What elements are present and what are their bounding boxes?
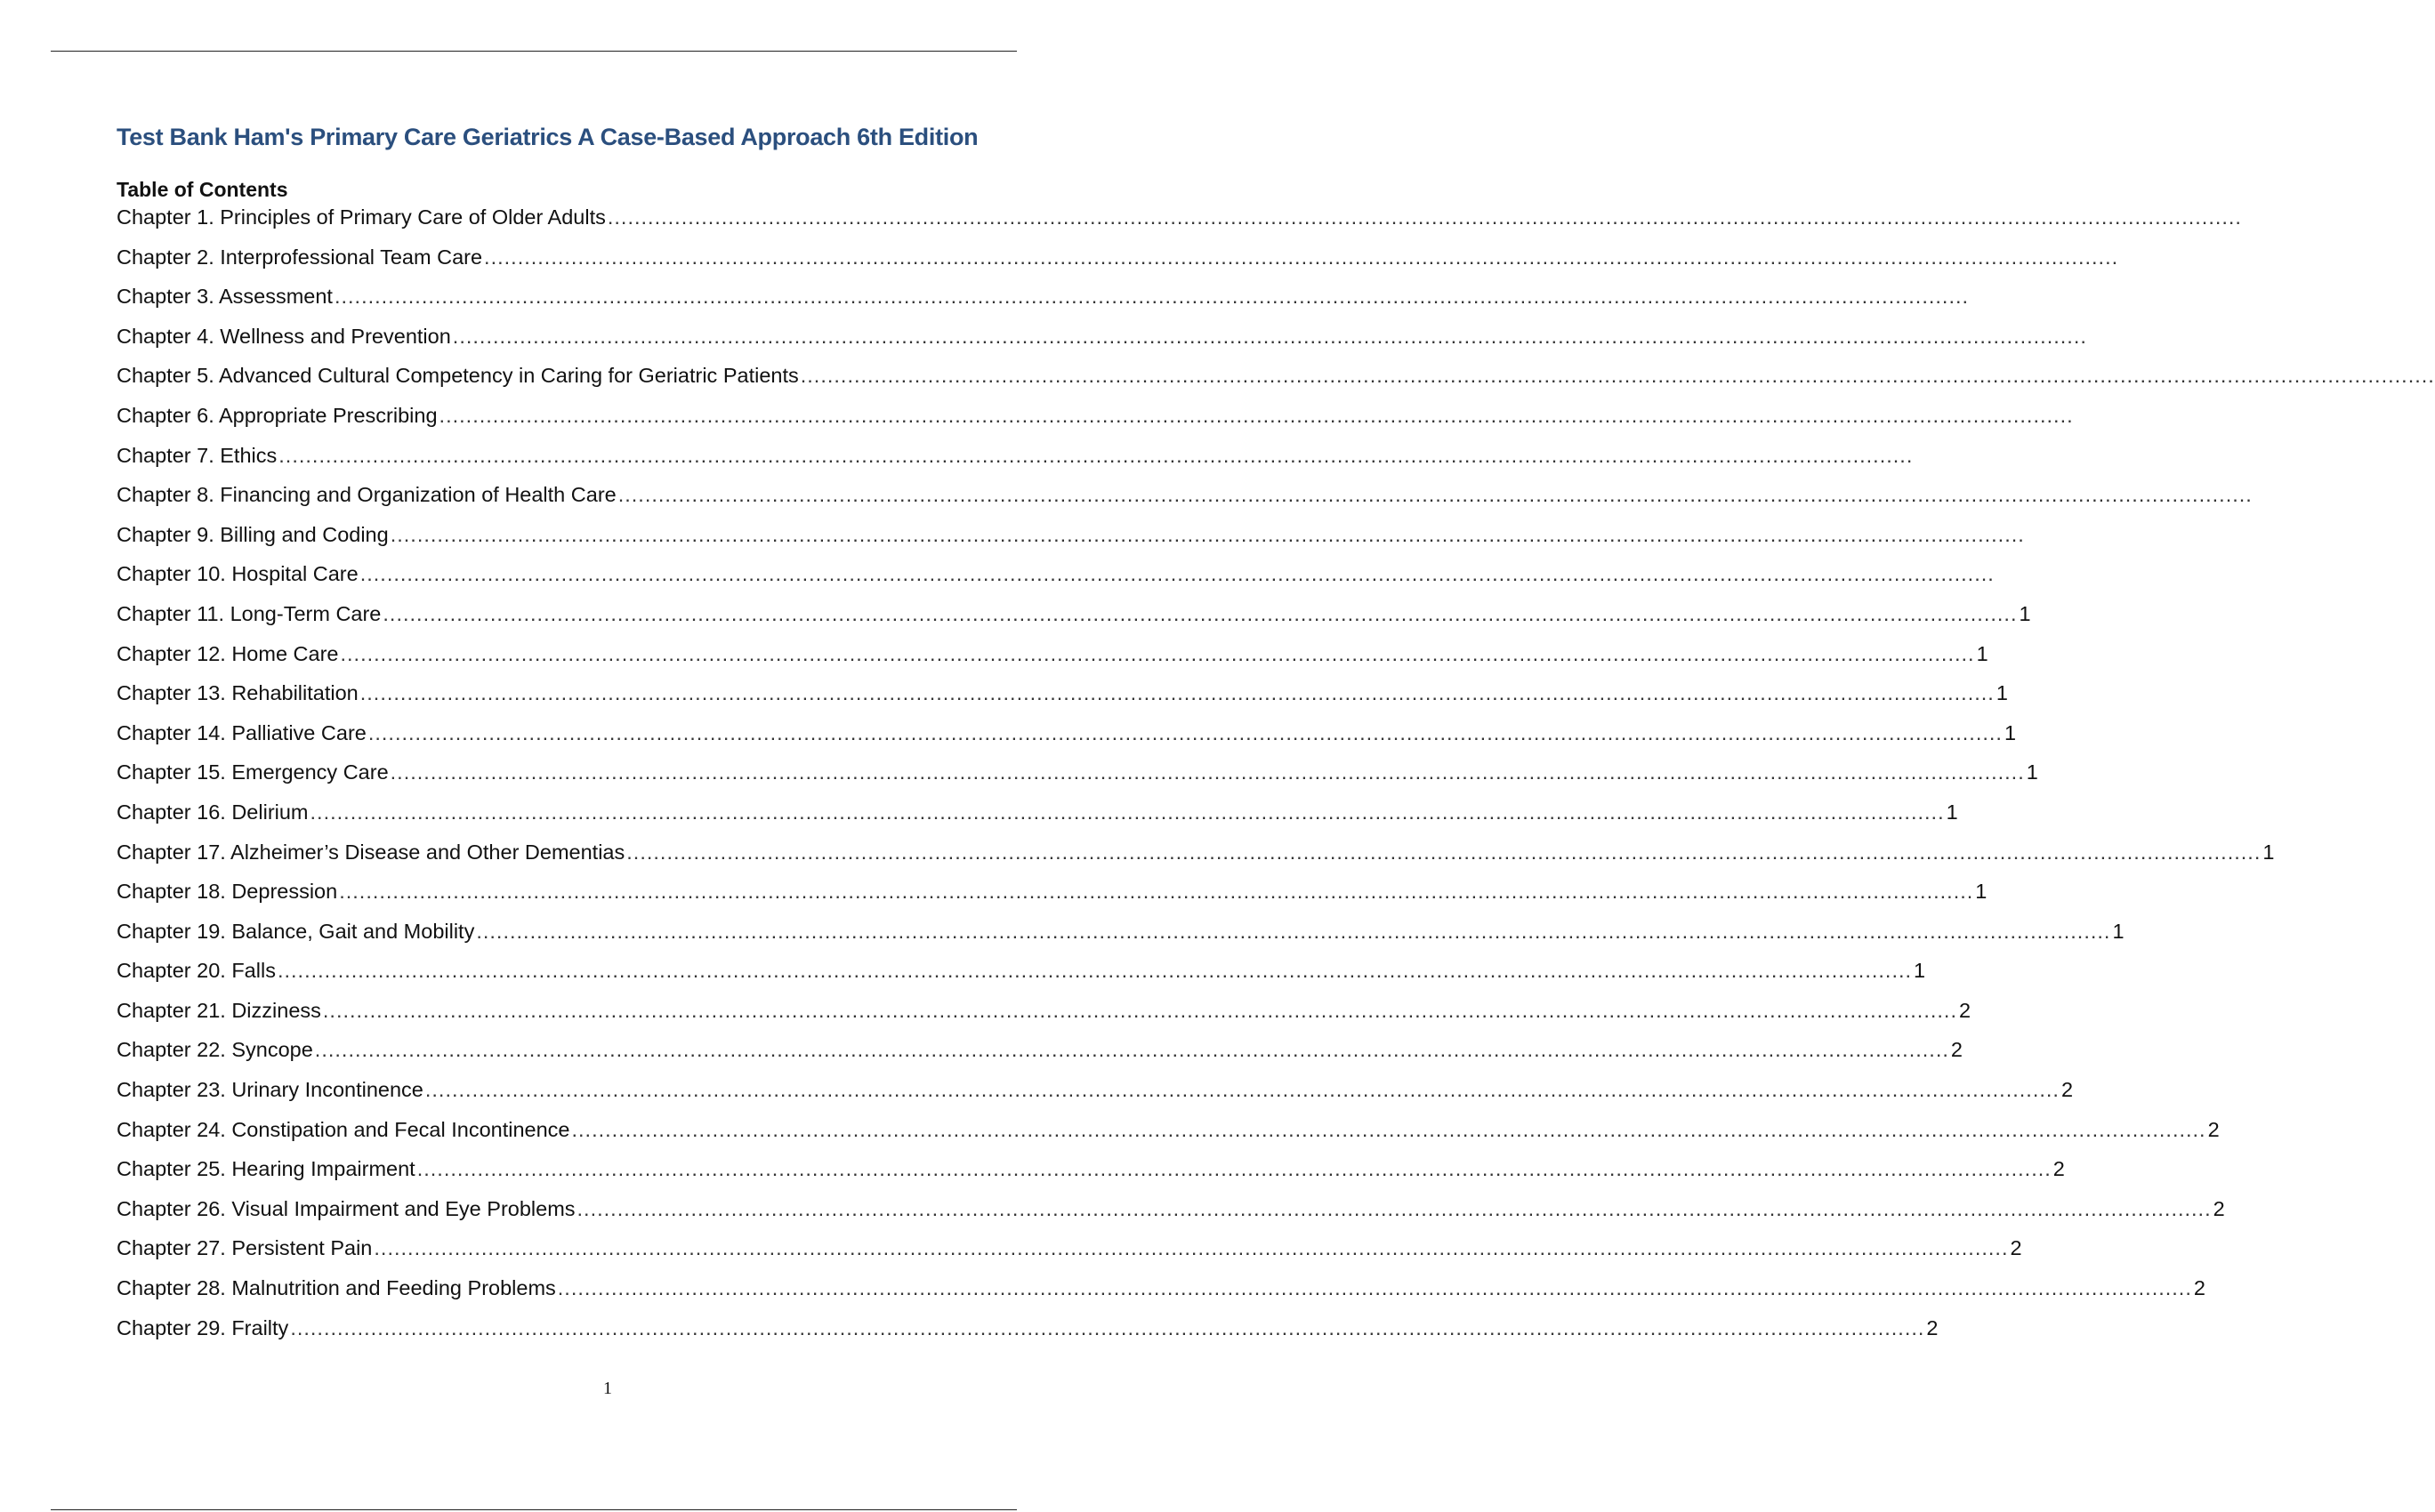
toc-entry[interactable] [117,205,1068,245]
toc-entry[interactable] [117,720,2017,761]
toc-entry-page: 1 [2019,601,2031,625]
toc-dot-leader [315,1038,1949,1062]
toc-entry[interactable] [117,562,1068,602]
toc-entry[interactable] [117,760,2038,800]
toc-entry-title: Chapter 28. Malnutrition and Feeding Problems [117,1276,556,1300]
toc-entry-page: 1 [1946,800,1958,824]
toc-dot-leader [801,364,2435,388]
toc-dot-leader [290,1316,1924,1340]
toc-dot-leader [476,920,2110,944]
toc-entry-title: Chapter 21. Dizziness [117,998,321,1022]
toc-entry[interactable] [117,364,1068,404]
bottom-divider [51,1509,1017,1510]
toc-entry-page: 1 [2262,840,2275,864]
toc-dot-leader [360,562,1995,586]
toc-dot-leader [484,245,2118,269]
toc-entry-title: Chapter 9. Billing and Coding [117,522,389,546]
toc-entry[interactable] [117,285,1068,325]
toc-entry-page: 1 [2026,760,2038,784]
toc-entry[interactable] [117,1196,2225,1237]
toc-entry-title: Chapter 19. Balance, Gait and Mobility [117,919,475,943]
toc-entry[interactable] [117,601,2031,642]
toc-entry-title: Chapter 3. Assessment [117,285,333,309]
toc-entry[interactable] [117,641,1988,682]
toc-dot-leader [577,1197,2212,1221]
toc-dot-leader [618,483,2253,507]
toc-heading: Table of Contents [117,178,288,201]
toc-entry[interactable] [117,919,2125,960]
toc-entry-title: Chapter 29. Frailty [117,1315,289,1339]
toc-entry-page: 1 [1975,880,1988,904]
toc-entry-title: Chapter 26. Visual Impairment and Eye Problems [117,1196,576,1220]
toc-entry-title: Chapter 23. Urinary Incontinence [117,1078,423,1102]
toc-entry-page: 2 [2052,1157,2065,1181]
toc-entry-page: 2 [2010,1236,2022,1260]
toc-entry-title: Chapter 11. Long-Term Care [117,601,382,625]
toc-entry-page: 1 [1996,681,2008,705]
toc-entry[interactable] [117,1315,1939,1356]
toc-entry[interactable] [117,880,1988,920]
toc-dot-leader [323,999,1957,1023]
toc-entry[interactable] [117,840,2275,881]
toc-entry-title: Chapter 22. Syncope [117,1038,313,1062]
toc-entry-title: Chapter 27. Persistent Pain [117,1236,373,1260]
toc-entry-title: Chapter 24. Constipation and Fecal Incontinence [117,1117,570,1141]
toc-entry-title: Chapter 16. Delirium [117,800,309,824]
toc-dot-leader [391,523,2025,547]
toc-entry[interactable] [117,1157,2065,1197]
toc-dot-leader [383,602,2017,626]
toc-entry-page: 1 [1914,959,1926,983]
toc-dot-leader [310,800,1945,824]
toc-entry-page: 2 [2193,1276,2205,1300]
toc-entry-title: Chapter 20. Falls [117,959,276,983]
toc-entry-title: Chapter 10. Hospital Care [117,562,359,586]
toc-dot-leader [278,959,1912,983]
toc-entry-title: Chapter 15. Emergency Care [117,760,389,784]
toc-entry-page: 2 [2207,1117,2220,1141]
toc-entry-page: 2 [2213,1196,2225,1220]
toc-entry-title: Chapter 7. Ethics [117,443,278,467]
toc-entry[interactable] [117,325,1068,365]
toc-dot-leader [425,1078,2060,1102]
toc-entry-page: 1 [2112,919,2125,943]
toc-entry[interactable] [117,523,1068,563]
toc-entry[interactable] [117,959,1926,999]
toc-entry-page: 2 [1958,998,1971,1022]
toc-entry-page: 1 [1976,641,1988,665]
toc-dot-leader [558,1276,2192,1300]
toc-entry[interactable] [117,1078,2074,1118]
toc-dot-leader [340,642,1974,666]
toc-entry[interactable] [117,1276,2205,1316]
toc-dot-leader [439,404,2074,428]
table-of-contents [117,205,2275,1355]
toc-entry[interactable] [117,1117,2220,1158]
toc-entry-title: Chapter 5. Advanced Cultural Competency in Caring for Geriatric Patients [117,364,799,388]
toc-entry-title: Chapter 25. Hearing Impairment [117,1157,415,1181]
toc-dot-leader [368,721,2003,745]
toc-entry[interactable] [117,1236,2022,1276]
toc-dot-leader [572,1118,2206,1142]
toc-dot-leader [626,840,2261,865]
toc-entry-page: 2 [1926,1315,1939,1339]
page-number: 1 [603,1379,612,1398]
toc-dot-leader [335,285,1969,309]
toc-entry[interactable] [117,444,1068,484]
toc-dot-leader [339,880,1973,904]
toc-entry-title: Chapter 13. Rehabilitation [117,681,359,705]
toc-entry[interactable] [117,483,1068,523]
document-title: Test Bank Ham's Primary Care Geriatrics A Case-Based Approach 6th Edition [117,124,979,150]
toc-entry[interactable] [117,998,1971,1039]
toc-dot-leader [374,1236,2008,1260]
top-divider [51,51,1017,52]
toc-dot-leader [391,760,2025,784]
toc-entry[interactable] [117,800,1958,840]
toc-entry[interactable] [117,245,1068,286]
toc-entry-page: 2 [1950,1038,1963,1062]
toc-entry-title: Chapter 1. Principles of Primary Care of Older Adults [117,205,606,229]
toc-entry-title: Chapter 6. Appropriate Prescribing [117,403,438,427]
toc-dot-leader [417,1157,2052,1181]
toc-dot-leader [608,205,2242,229]
toc-entry[interactable] [117,404,1068,444]
toc-entry-title: Chapter 18. Depression [117,880,338,904]
toc-dot-leader [278,444,1913,468]
toc-entry[interactable] [117,681,2008,721]
toc-entry-title: Chapter 2. Interprofessional Team Care [117,245,483,269]
toc-dot-leader [453,325,2087,349]
toc-entry-title: Chapter 17. Alzheimer’s Disease and Other Dementias [117,840,625,864]
toc-entry-title: Chapter 12. Home Care [117,641,339,665]
toc-entry[interactable] [117,1038,1963,1078]
toc-dot-leader [360,681,1995,705]
toc-entry-title: Chapter 4. Wellness and Prevention [117,324,451,348]
toc-entry-page: 1 [2004,720,2017,744]
toc-entry-page: 2 [2060,1078,2074,1102]
toc-entry-title: Chapter 8. Financing and Organization of Health Care [117,483,617,507]
toc-entry-title: Chapter 14. Palliative Care [117,720,367,744]
